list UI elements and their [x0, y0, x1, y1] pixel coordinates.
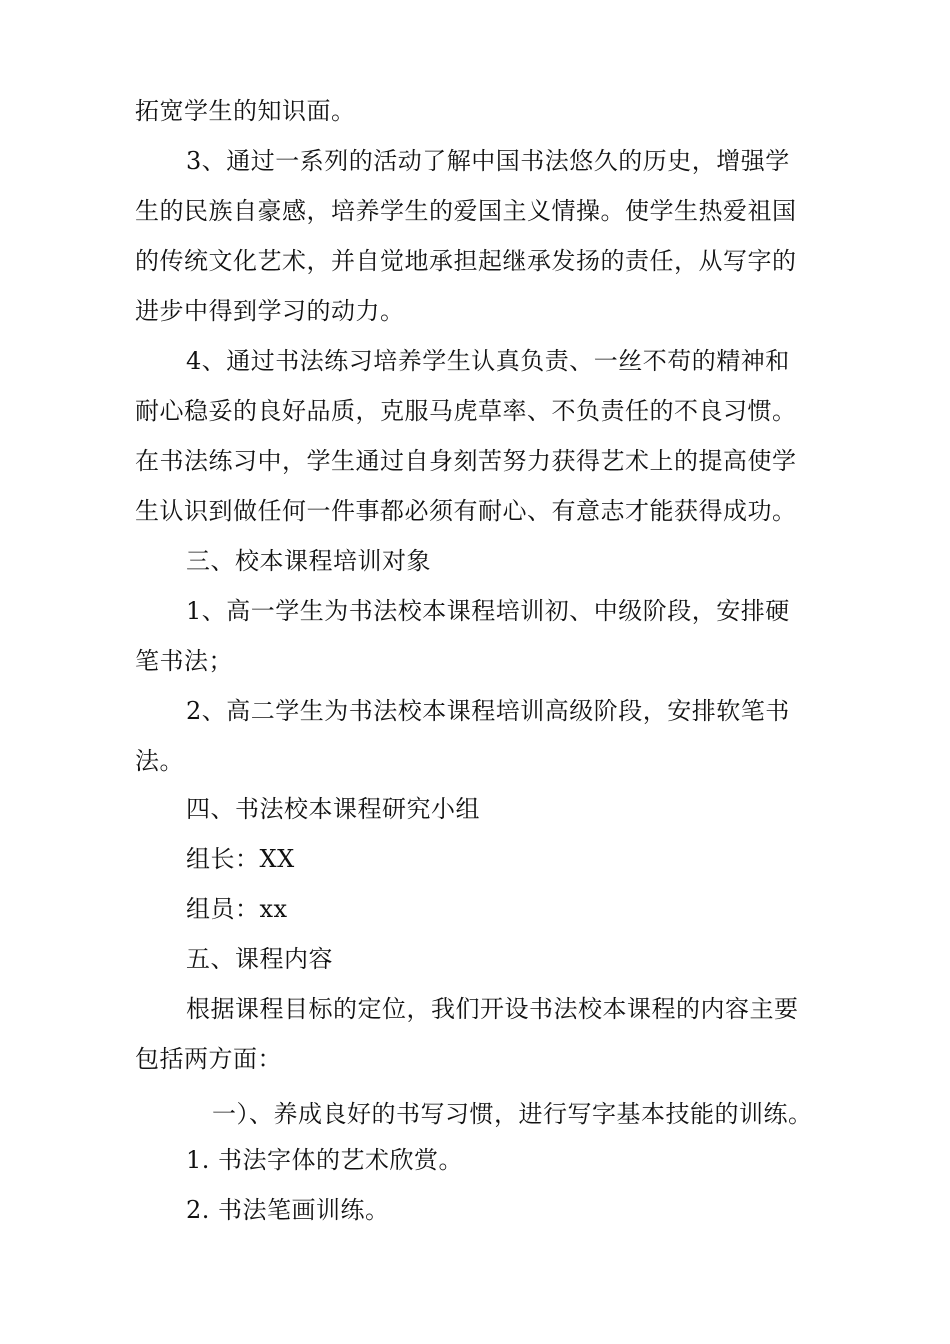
- text-line: 根据课程目标的定位，我们开设书法校本课程的内容主要: [186, 995, 799, 1023]
- text-line: 组长：XX: [186, 845, 295, 873]
- section-heading: 五、课程内容: [186, 945, 333, 973]
- section-heading: 四、书法校本课程研究小组: [186, 795, 480, 823]
- text-line: 耐心稳妥的良好品质，克服马虎草率、不负责任的不良习惯。: [135, 397, 797, 425]
- text-line: 包括两方面：: [135, 1045, 282, 1073]
- list-item: 1. 书法字体的艺术欣赏。: [186, 1146, 464, 1174]
- text-line: 拓宽学生的知识面。: [135, 97, 356, 125]
- text-line: 生的民族自豪感，培养学生的爱国主义情操。使学生热爱祖国: [135, 197, 797, 225]
- text-line: 法。: [135, 747, 184, 775]
- text-line: 的传统文化艺术，并自觉地承担起继承发扬的责任，从写字的: [135, 247, 797, 275]
- text-line: 笔书法；: [135, 647, 233, 675]
- text-line: 生认识到做任何一件事都必须有耐心、有意志才能获得成功。: [135, 497, 797, 525]
- text-line: 1、高一学生为书法校本课程培训初、中级阶段，安排硬: [186, 597, 790, 625]
- text-line: 4、通过书法练习培养学生认真负责、一丝不苟的精神和: [186, 347, 790, 375]
- text-line: 组员：xx: [186, 895, 288, 923]
- text-line: 2、高二学生为书法校本课程培训高级阶段，安排软笔书: [186, 697, 790, 725]
- subsection-heading: 一）、养成良好的书写习惯，进行写字基本技能的训练。: [212, 1100, 813, 1128]
- section-heading: 三、校本课程培训对象: [186, 547, 431, 575]
- text-line: 进步中得到学习的动力。: [135, 297, 405, 325]
- text-line: 在书法练习中，学生通过自身刻苦努力获得艺术上的提高使学: [135, 447, 797, 475]
- list-item: 2. 书法笔画训练。: [186, 1196, 390, 1224]
- text-line: 3、通过一系列的活动了解中国书法悠久的历史，增强学: [186, 147, 790, 175]
